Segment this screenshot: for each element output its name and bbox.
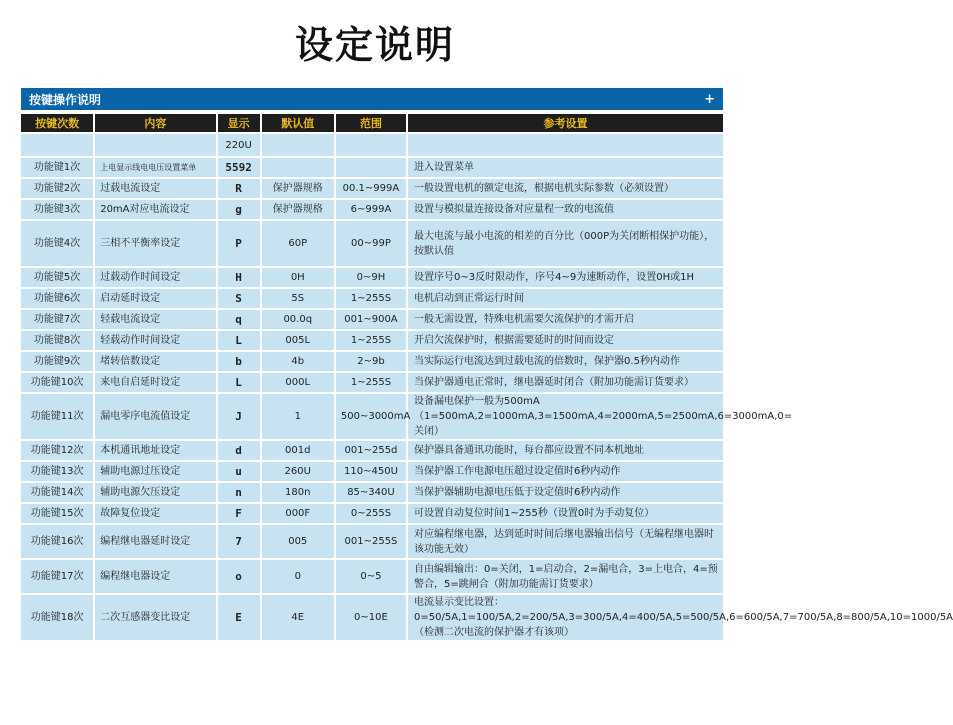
table-row — [21, 310, 723, 329]
cell-display: b — [218, 352, 260, 371]
cell-reference — [408, 134, 723, 156]
cell-default: 001d — [262, 441, 334, 460]
table-header-row — [21, 114, 723, 132]
cell-display: H — [218, 268, 260, 287]
cell-reference: 保护器具备通讯功能时，每台都应设置不同本机地址 — [408, 441, 723, 460]
cell-reference: 一般设置电机的额定电流，根据电机实际参数（必须设置） — [408, 179, 723, 198]
cell-content: 上电显示线电电压设置菜单 — [95, 158, 215, 177]
cell-key-count: 功能键9次 — [21, 352, 93, 371]
table-row — [21, 525, 723, 558]
cell-display: q — [218, 310, 260, 329]
cell-reference: 当保护器工作电源电压超过设定值时6秒内动作 — [408, 462, 723, 481]
header-display: 显示 — [218, 114, 260, 132]
cell-content — [95, 134, 215, 156]
cell-reference: 电流显示变比设置：0=50/5A,1=100/5A,2=200/5A,3=300/5A,4=400/5A,5=500/5A,6=600/5A,7=700/5A,8=800/5A,10=1000/5A（检测二次电流的保护器才有该项） — [408, 595, 723, 640]
cell-range: 1~255S — [336, 289, 406, 308]
cell-reference: 对应编程继电器，达到延时时间后继电器输出信号（无编程继电器时该功能无效） — [408, 525, 723, 558]
cell-content: 轻载动作时间设定 — [95, 331, 215, 350]
cell-reference: 当实际运行电流达到过载电流的倍数时，保护器0.5秒内动作 — [408, 352, 723, 371]
cell-content: 二次互感器变比设定 — [95, 595, 215, 640]
cell-display: o — [218, 560, 260, 593]
cell-content: 来电自启延时设定 — [95, 373, 215, 392]
cell-display: L — [218, 373, 260, 392]
cell-content: 辅助电源欠压设定 — [95, 483, 215, 502]
cell-default: 5S — [262, 289, 334, 308]
cell-display: 220U — [218, 134, 260, 156]
cell-content: 编程继电器延时设定 — [95, 525, 215, 558]
cell-key-count: 功能键17次 — [21, 560, 93, 593]
cell-default: 000F — [262, 504, 334, 523]
cell-content: 编程继电器设定 — [95, 560, 215, 593]
table-row — [21, 134, 723, 156]
cell-content: 故障复位设定 — [95, 504, 215, 523]
settings-table — [19, 112, 953, 642]
cell-content: 轻载电流设定 — [95, 310, 215, 329]
cell-key-count: 功能键15次 — [21, 504, 93, 523]
cell-content: 漏电零序电流值设定 — [95, 394, 215, 439]
cell-content: 20mA对应电流设定 — [95, 200, 215, 219]
table-row — [21, 394, 723, 439]
cell-reference: 电机启动到正常运行时间 — [408, 289, 723, 308]
cell-key-count: 功能键6次 — [21, 289, 93, 308]
table-row — [21, 221, 723, 266]
cell-default: 4b — [262, 352, 334, 371]
cell-reference: 设备漏电保护一般为500mA（1=500mA,2=1000mA,3=1500mA,4=2000mA,5=2500mA,6=3000mA,0=关闭） — [408, 394, 723, 439]
cell-reference: 设置序号0~3反时限动作，序号4~9为速断动作，设置0H或1H — [408, 268, 723, 287]
cell-key-count: 功能键10次 — [21, 373, 93, 392]
cell-range: 0~255S — [336, 504, 406, 523]
table-row — [21, 373, 723, 392]
cell-key-count: 功能键8次 — [21, 331, 93, 350]
cell-default: 260U — [262, 462, 334, 481]
cell-content: 过载动作时间设定 — [95, 268, 215, 287]
header-range: 范围 — [336, 114, 406, 132]
cell-key-count: 功能键14次 — [21, 483, 93, 502]
cell-content: 堵转倍数设定 — [95, 352, 215, 371]
cell-default: 180n — [262, 483, 334, 502]
cell-key-count — [21, 134, 93, 156]
cell-display: P — [218, 221, 260, 266]
cell-display: L — [218, 331, 260, 350]
cell-range: 2~9b — [336, 352, 406, 371]
cell-content: 辅助电源过压设定 — [95, 462, 215, 481]
cell-range: 1~255S — [336, 331, 406, 350]
cell-default: 1 — [262, 394, 334, 439]
cell-key-count: 功能键1次 — [21, 158, 93, 177]
cell-key-count: 功能键5次 — [21, 268, 93, 287]
cell-range: 500~3000mA — [336, 394, 406, 439]
cell-default — [262, 158, 334, 177]
table-row — [21, 504, 723, 523]
cell-display: F — [218, 504, 260, 523]
plus-icon[interactable]: + — [704, 91, 715, 107]
table-row — [21, 200, 723, 219]
table-row — [21, 560, 723, 593]
cell-range: 001~255S — [336, 525, 406, 558]
cell-range: 00.1~999A — [336, 179, 406, 198]
cell-reference: 自由编辑输出：0=关闭，1=启动合，2=漏电合，3=上电合，4=预警合，5=跳闸合（附加功能需订货要求） — [408, 560, 723, 593]
table-row — [21, 441, 723, 460]
cell-range: 00~99P — [336, 221, 406, 266]
header-content: 内容 — [95, 114, 215, 132]
cell-default: 0H — [262, 268, 334, 287]
cell-display: g — [218, 200, 260, 219]
cell-default: 4E — [262, 595, 334, 640]
cell-range: 1~255S — [336, 373, 406, 392]
cell-key-count: 功能键4次 — [21, 221, 93, 266]
cell-key-count: 功能键18次 — [21, 595, 93, 640]
cell-key-count: 功能键16次 — [21, 525, 93, 558]
cell-content: 启动延时设定 — [95, 289, 215, 308]
cell-range: 0~10E — [336, 595, 406, 640]
cell-range: 110~450U — [336, 462, 406, 481]
cell-default: 0 — [262, 560, 334, 593]
header-reference: 参考设置 — [408, 114, 723, 132]
cell-default: 000L — [262, 373, 334, 392]
table-row — [21, 268, 723, 287]
cell-content: 三相不平衡率设定 — [95, 221, 215, 266]
cell-key-count: 功能键11次 — [21, 394, 93, 439]
cell-range: 0~9H — [336, 268, 406, 287]
cell-default: 005 — [262, 525, 334, 558]
cell-content: 本机通讯地址设定 — [95, 441, 215, 460]
table-row — [21, 331, 723, 350]
cell-range: 001~900A — [336, 310, 406, 329]
cell-default: 保护器规格 — [262, 200, 334, 219]
cell-default — [262, 134, 334, 156]
table-body — [21, 134, 953, 640]
cell-key-count: 功能键12次 — [21, 441, 93, 460]
cell-key-count: 功能键2次 — [21, 179, 93, 198]
cell-display: 7 — [218, 525, 260, 558]
table-row — [21, 483, 723, 502]
cell-display: 5592 — [218, 158, 260, 177]
cell-range: 0~5 — [336, 560, 406, 593]
table-row — [21, 158, 723, 177]
cell-reference: 开启欠流保护时，根据需要延时的时间而设定 — [408, 331, 723, 350]
header-default: 默认值 — [262, 114, 334, 132]
table-row — [21, 352, 723, 371]
cell-key-count: 功能键13次 — [21, 462, 93, 481]
cell-display: R — [218, 179, 260, 198]
cell-display: u — [218, 462, 260, 481]
cell-display: S — [218, 289, 260, 308]
cell-display: n — [218, 483, 260, 502]
cell-default: 60P — [262, 221, 334, 266]
cell-range: 001~255d — [336, 441, 406, 460]
cell-default: 保护器规格 — [262, 179, 334, 198]
cell-display: d — [218, 441, 260, 460]
cell-range: 6~999A — [336, 200, 406, 219]
cell-display: E — [218, 595, 260, 640]
cell-display: J — [218, 394, 260, 439]
table-row — [21, 462, 723, 481]
cell-default: 005L — [262, 331, 334, 350]
key-operation-panel — [21, 88, 953, 642]
panel-title: 按键操作说明 — [29, 92, 102, 107]
cell-reference: 当保护器辅助电源电压低于设定值时6秒内动作 — [408, 483, 723, 502]
cell-range — [336, 158, 406, 177]
cell-reference: 最大电流与最小电流的相差的百分比（000P为关闭断相保护功能），按默认值 — [408, 221, 723, 266]
table-row — [21, 289, 723, 308]
header-key-count: 按键次数 — [21, 114, 93, 132]
cell-reference: 设置与模拟量连接设备对应量程一致的电流值 — [408, 200, 723, 219]
cell-range — [336, 134, 406, 156]
cell-key-count: 功能键3次 — [21, 200, 93, 219]
cell-default: 00.0q — [262, 310, 334, 329]
cell-reference: 进入设置菜单 — [408, 158, 723, 177]
table-row — [21, 179, 723, 198]
cell-key-count: 功能键7次 — [21, 310, 93, 329]
cell-reference: 一般无需设置，特殊电机需要欠流保护的才需开启 — [408, 310, 723, 329]
cell-reference: 当保护器通电正常时，继电器延时闭合（附加功能需订货要求） — [408, 373, 723, 392]
table-row — [21, 595, 723, 640]
cell-content: 过载电流设定 — [95, 179, 215, 198]
page-title: 设定说明 — [294, 23, 455, 67]
cell-reference: 可设置自动复位时间1~255秒（设置0时为手动复位） — [408, 504, 723, 523]
panel-header-bar — [21, 88, 723, 110]
cell-range: 85~340U — [336, 483, 406, 502]
